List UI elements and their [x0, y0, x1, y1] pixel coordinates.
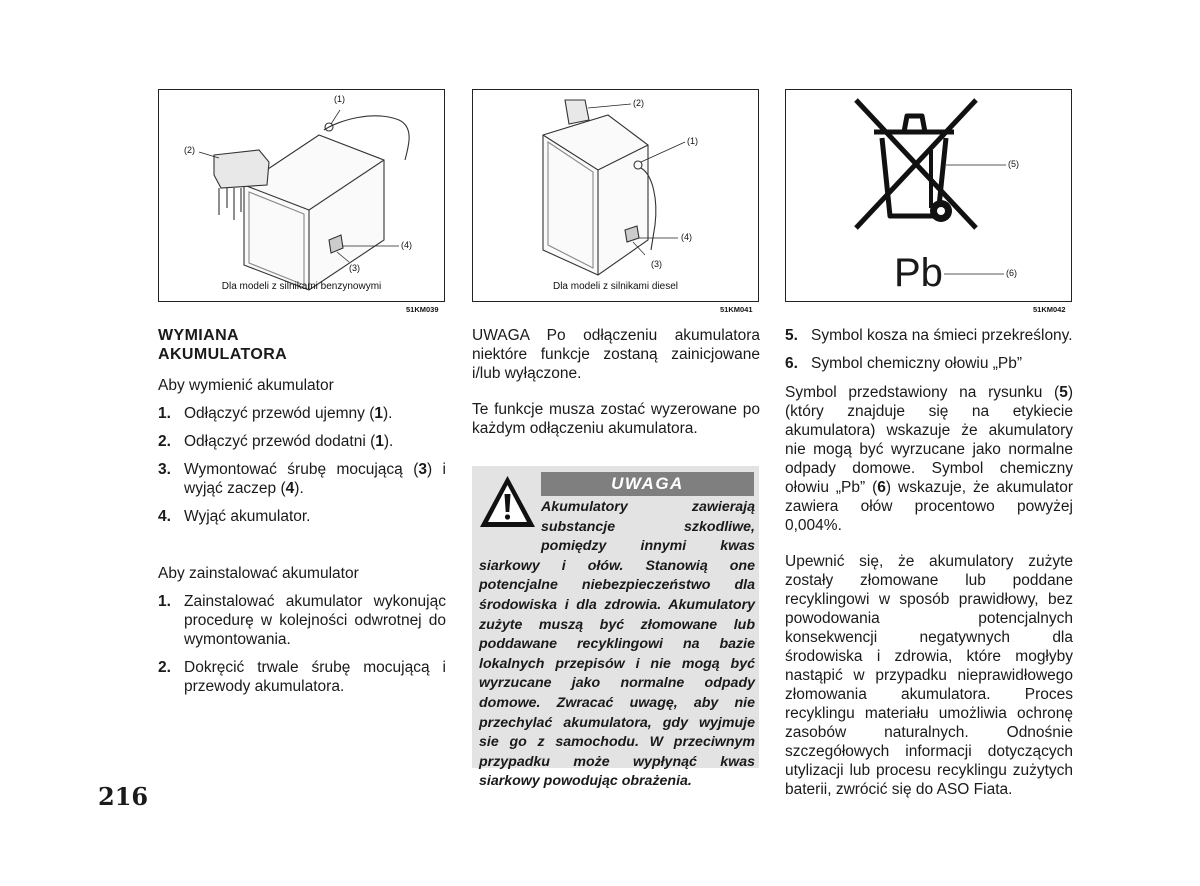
remove-step-4: 4. Wyjąć akumulator. — [158, 508, 311, 525]
note-paragraph-2: Te funkcje musza zostać wyzerowane po każdym odłączeniu akumulatora. — [472, 401, 760, 437]
recycling-paragraph-2: Upewnić się, że akumulatory zużyte zostały złomowane lub poddane recyklingowi w sposób prawidłowy, bez powodowania potencjalnych konsekwencji negatywnych dla środowiska i zdrowia, które mogłyby nastąpić w przypadku nieprawidłowego złomowania akumulatora. Proces recyklingu materiału umożliwia ochronę zasobów naturalnych. Odnośnie szczegółowych informacji dotyczących utylizacji lub procesu recyklingu zużytych baterii, zwrócić się do ASO Fiata. — [785, 553, 1073, 798]
figure-code: 51KM042 — [1033, 305, 1066, 314]
figure-code: 51KM041 — [720, 305, 753, 314]
note-paragraph-1: UWAGA Po odłączeniu akumulatora niektóre funkcje zostaną zainicjowane i/lub wyłączone. — [472, 327, 760, 382]
warning-text: Akumulatory zawierają substancje szkodliwe, pomiędzy innymi kwas siarkowy i ołów. Stanowią one potencjalne niebezpieczeństwo dla środowiska i dla zdrowia. Akumulatory zużyte muszą być złomowane lub poddawane recyklingowi na bazie lokalnych przepisów i nie mogą być wyrzucane jako normalne odpady domowe. Zwracać uwagę, aby nie przechylać akumulatora, gdy wyjmuje sie go z samochodu. W przeciwnym przypadku może wypłynąć kwas siarkowy powodując obrażenia. — [479, 499, 755, 790]
callout-6: (6) — [1006, 268, 1017, 278]
figure-battery-petrol — [158, 89, 445, 302]
warning-title: UWAGA — [541, 472, 754, 496]
page-number: 216 — [98, 782, 149, 811]
column-notes — [472, 326, 760, 438]
install-step-1: 1. Zainstalować akumulator wykonując procedurę w kolejności odwrotnej do wymontowania. — [158, 593, 446, 648]
intro-remove: Aby wymienić akumulator — [158, 377, 334, 394]
pb-label: Pb — [894, 251, 943, 295]
callout-3: (3) — [651, 259, 662, 269]
callout-3: (3) — [349, 263, 360, 273]
figure-code: 51KM039 — [406, 305, 439, 314]
remove-step-1: 1. Odłączyć przewód ujemny (1). — [158, 405, 393, 422]
recycling-paragraph-1: Symbol przedstawiony na rysunku (5) (który znajduje się na etykiecie akumulatora) wskazuje że akumulatory nie mogą być wyrzucane jako normalne odpady domowe. Symbol chemiczny ołowiu „Pb” (6) wskazuje, że akumulator zawiera ołów procentowo powyżej 0,004%. — [785, 384, 1073, 534]
figure-recycle-symbol — [785, 89, 1072, 302]
callout-5: (5) — [1008, 159, 1019, 169]
callout-4: (4) — [401, 240, 412, 250]
symbol-item-6: 6. Symbol chemiczny ołowiu „Pb” — [785, 355, 1023, 372]
install-step-2: 2. Dokręcić trwale śrubę mocującą i przewody akumulatora. — [158, 659, 446, 695]
column-battery-replacement — [158, 326, 446, 696]
battery-diesel-illustration — [473, 90, 760, 303]
callout-4: (4) — [681, 232, 692, 242]
warning-box — [472, 466, 759, 790]
callout-2: (2) — [633, 98, 644, 108]
callout-1: (1) — [687, 136, 698, 146]
remove-step-3: 3. Wymontować śrubę mocującą (3) i wyjąć zaczep (4). — [158, 461, 446, 497]
column-recycling — [785, 326, 1073, 799]
figure-caption: Dla modeli z silnikami benzynowymi — [221, 281, 382, 292]
remove-step-2: 2. Odłączyć przewód dodatni (1). — [158, 433, 394, 450]
callout-1: (1) — [334, 94, 345, 104]
figure-caption: Dla modeli z silnikami diesel — [552, 281, 679, 292]
section-heading: WYMIANA AKUMULATORA — [158, 327, 288, 363]
callout-2: (2) — [184, 145, 195, 155]
symbol-item-5: 5. Symbol kosza na śmieci przekreślony. — [785, 327, 1073, 344]
intro-install: Aby zainstalować akumulator — [158, 565, 359, 582]
battery-petrol-illustration — [159, 90, 446, 303]
figure-battery-diesel — [472, 89, 759, 302]
